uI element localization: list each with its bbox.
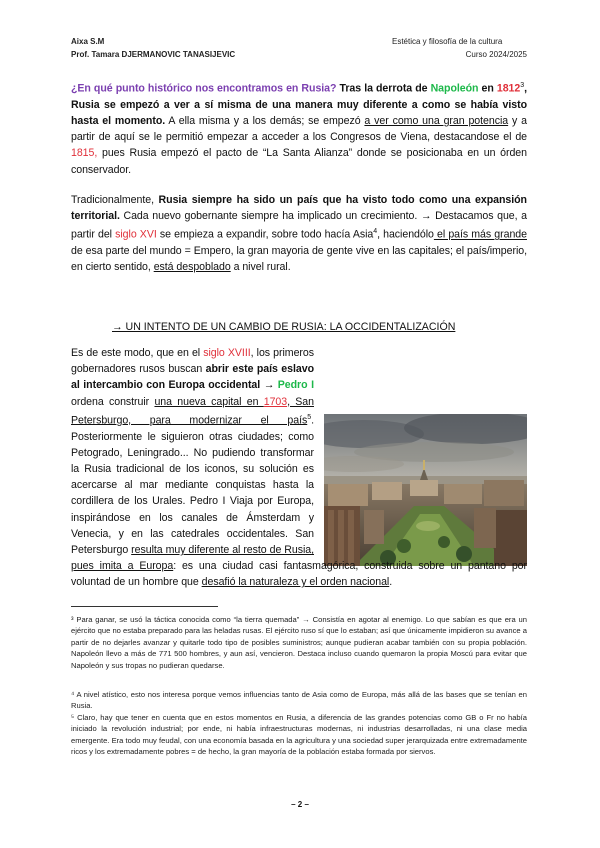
header-right (392, 37, 527, 60)
text: Tras la derrota de (336, 82, 431, 95)
author-name: Aixa S.M (71, 37, 105, 46)
text: : es una ciudad casi fantasmagórica, construida sobre un pantano por voluntad de un hombre que (71, 560, 527, 589)
napoleon-highlight: Napoleón (430, 82, 479, 95)
section-title: → UN INTENTO DE UN CAMBIO DE RUSIA: LA OCCIDENTALIZACIÓN (112, 321, 456, 333)
text: Cada nuevo gobernante siempre ha implicado un crecimiento. → Destacamos que, a partir del (71, 210, 527, 241)
footnote-3: ³ Para ganar, se usó la táctica conocida como “la tierra quemada” → Consistía en agotar al enemigo. Lo que sabían es que era un ejército que no estaba preparado para las heladas rusas. El ejército ruso sí que lo estaban; así que únicamente impidieron su avance a partir de no dejarles avanzar y quitarle todo tipo de posibles suministros; aunque pudieran acabar también con su propia población. Napoleón llevo a más de 771 500 hombres, y aun así, vencieron. Destaca incluso cuando quemaron la propia Moscú para evitar que Napoleón y sus tropas no pudieran quedarse. (71, 615, 527, 670)
footnote-separator (71, 606, 218, 607)
arrow-text: → (260, 379, 278, 392)
text: pues Rusia empezó el pacto de “La Santa Alianza” donde se posicionaba en un órden conservador. (71, 147, 527, 176)
text: ordena construir (71, 395, 155, 408)
underlined-text: está despoblado (153, 261, 231, 274)
underlined-text: una nueva capital en (154, 395, 264, 408)
header-left (71, 37, 235, 60)
underlined-text: a ver como una gran potencia (364, 114, 509, 127)
underlined-text: el país más grande (433, 228, 527, 241)
text: Tradicionalmente, (71, 194, 159, 206)
course-year: Curso 2024/2025 (465, 50, 527, 59)
footnote-ref: 4 (373, 228, 378, 236)
pedro-highlight: Pedro I (277, 379, 314, 392)
underlined-text: , San Petersburgo, para modernizar el país (71, 395, 314, 427)
footnote-4: ⁴ A nivel atístico, esto nos interesa porque vemos influencias tanto de Asia como de Europa, más allá de las bases que se tenían en Rusia. (71, 690, 527, 711)
text: y a partir de aquí se le permitió empezar a acceder a los Congresos de Viena, destacandose el de (71, 114, 527, 144)
year-1812: 1812 (496, 82, 521, 95)
footnote-5: ⁵ Claro, hay que tener en cuenta que en estos momentos en Rusia, a diferencia de las grandes potencias como GB o Fr no había iniciado la revolución industrial; por ende, ni había infraestructuras modernas, ni industrias desarrolladas, ni una clase media emergente. Era todo muy feudal, con una economía basada en la agricultura y una sociedad super jerarquizada entre extremadamente ricos y los extremadamente pobres = de hecho, la gran mayoría de la población estaba formada por siervos. (71, 713, 527, 757)
footnote-ref: 3 (520, 82, 525, 89)
text: a nivel rural. (230, 261, 291, 274)
text: , los primeros gobernadores rusos buscan (71, 347, 314, 376)
photo-spacer (314, 398, 527, 553)
siglo-xvi: siglo XVI (115, 228, 157, 241)
course-name: Estética y filosofía de la cultura (392, 37, 503, 46)
professor-name: Prof. Tamara DJERMANOVIC TANASIJEVIC (71, 50, 236, 59)
paragraph-expansion (71, 192, 527, 276)
underlined-text: resulta muy diferente al resto de Rusia, pues imita a Europa (71, 543, 314, 573)
text: se empieza a expandir, sobre todo hacía Asia (156, 228, 374, 241)
text: A ella misma y a los demás; se empezó (165, 114, 365, 127)
text: Es de este modo, que en el (71, 347, 204, 359)
bold-text: Rusia siempre ha sido un país que ha visto todo como una expansión territorial. (71, 194, 527, 223)
underlined-text: desafió la naturaleza y el orden nacional (201, 576, 390, 589)
text: . Posteriormente le siguieron otras ciudades; como Petogrado, Leningrado... No pudiendo transformar la Rusia tradicional de los iconos, su solución es acercarse al mar mediante conquistas hasta la cordillera de los Urales. Pedro I Viaja por Europa, inspirándose en los canales de Ámsterdam y Venecia, y en las catedrales occidentales. San Petersburgo (71, 414, 314, 556)
footnote-ref: 5 (307, 413, 312, 421)
question-text: ¿En qué punto histórico nos encontramos en Rusia? (71, 82, 337, 95)
paragraph-westernization (71, 345, 527, 591)
year-1703: 1703 (263, 395, 288, 408)
year-1815: 1815, (71, 147, 98, 160)
text: , haciendólo (377, 228, 434, 241)
text: , (524, 82, 527, 95)
page-number: – 2 – (291, 800, 309, 809)
paragraph-historical-context (71, 78, 527, 178)
bold-text: abrir este país eslavo al intercambio con Europa occidental (71, 363, 314, 392)
text: . (389, 576, 393, 589)
text: de esa parte del mundo = Empero, la gran mayoria de gente vive en las capitales; el país/imperio, en cierto sentido, (71, 245, 527, 274)
text: en (478, 82, 497, 95)
siglo-xviii: siglo XVIII (203, 347, 251, 359)
bold-text: Rusia se empezó a ver a sí misma de una manera muy diferente a como se había visto hasta el momento. (71, 98, 527, 127)
